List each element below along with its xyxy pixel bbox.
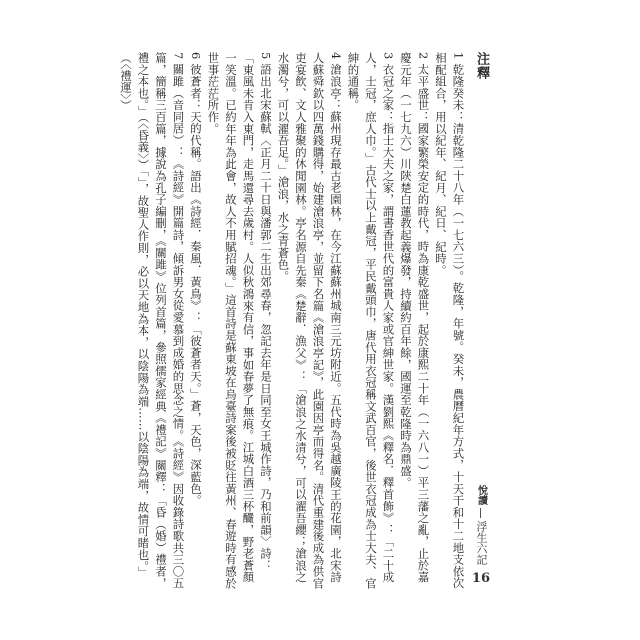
annotation-text-block [117,52,491,592]
note-2: 2 太平盛世：國家繁榮安定的時代，時為康乾盛世，起於康熙二十年（一六八一）平三藩之亂，止於嘉慶元年（一七九六）川陝楚白蓮教起義爆發，持續約百年餘，國運至乾隆時為鼎盛。 [399,52,431,583]
page-footer [472,485,490,586]
note-3: 3 衣冠之家：指士大夫之家，謂書香世代的富貴人家或官紳世家。漢劉熙《釋名．釋首飾》：「二十成人，士冠，庶人巾。」古代士以上戴冠，平民戴頭巾，唐代用衣冠稱文武百官，後世衣冠成為士大夫、官紳的通稱。 [346,52,396,590]
book-title: 浮生六記 [474,521,488,565]
note-1: 1 乾隆癸未：清乾隆二十八年（一七六三）。乾隆，年號。癸未，農曆紀年方式，十天干和十二地支依次相配組合，用以紀年、紀月、紀日、紀時。 [434,52,466,589]
page-number: 16 [471,571,490,586]
note-5: 5 語出北宋蘇軾〈正月二十日與潘郭二生出郊尋春，忽記去年是日同至女王城作詩，乃和前韻〉詩：「東風未肯入東門，走馬還尋去歲村。人似秋鴻來有信，事如春夢了無痕。江城白酒三杯釅，野老蒼顏一笑溫。已約年年為此會，故人不用賦招魂。」這首詩是蘇東坡在烏臺詩案後被貶往黃州、春遊時有感於世事茫茫所作。 [206,52,273,590]
note-7: 7 關雎（音同居）：《詩經》開篇詩，傾訴男女從愛慕到成婚的思念之情。《詩經》因收錄詩歌共三〇五篇，簡稱三百篇，據說為孔子編刪，《關雎》位列首篇，參照儒家經典《禮記》關釋：「昏（婚）禮者，禮之本也。」（〈昏義〉）「」，故聖人作則，必以天地為本，以陰陽為端……以陰陽為端，故情可睹也。」（〈禮運〉） [119,52,186,590]
note-4: 4 滄浪亭：蘇州現存最古老園林，在今江蘇蘇州城南三元坊附近。五代時為吳越廣陵王的花園，北宋詩人蘇舜欽以四萬錢購得，始建滄浪亭，並留下名篇《滄浪亭記》，此園因亭而得名。清代重建後成為供官吏宴飲、文人雅聚的休閒園林。亭名源自先秦《楚辭．漁父》：「滄浪之水清兮，可以濯吾纓；滄浪之水濁兮，可以濯吾足。」滄浪，水之青蒼色。 [276,52,343,590]
note-6: 6 彼蒼者：天的代稱。語出《詩經．秦風．黃鳥》：「彼蒼者天。」蒼，天色，深藍色。 [189,52,203,507]
notes-heading: 注釋 [474,52,489,80]
footer-divider [480,508,481,518]
series-name: 悅讀 [475,485,487,505]
